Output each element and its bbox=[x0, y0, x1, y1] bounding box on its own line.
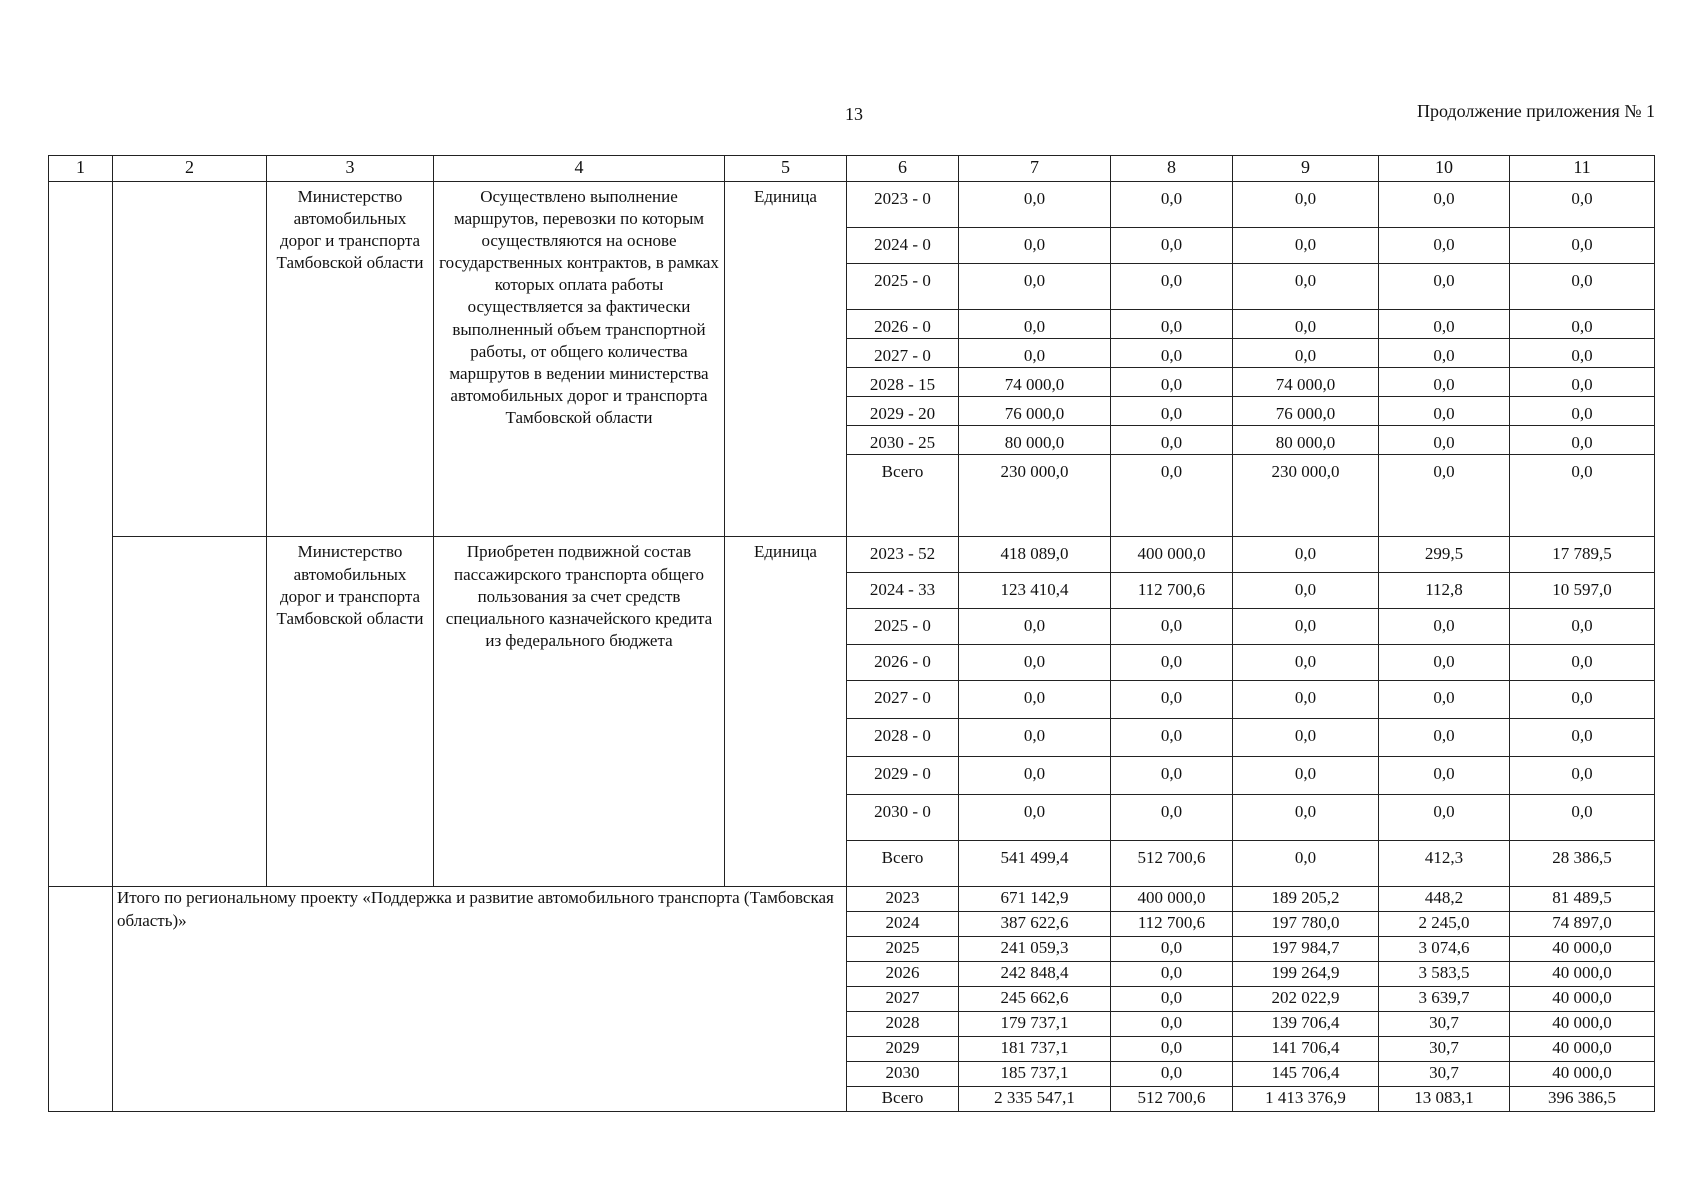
total-amount-cell: 40 000,0 bbox=[1510, 987, 1655, 1012]
col2-empty-cell bbox=[113, 537, 267, 887]
total-amount-cell: 448,2 bbox=[1379, 887, 1510, 912]
amount-cell: 0,0 bbox=[1379, 609, 1510, 645]
amount-cell: 0,0 bbox=[1510, 719, 1655, 757]
amount-cell: 0,0 bbox=[1379, 310, 1510, 339]
amount-cell: 0,0 bbox=[1111, 368, 1233, 397]
col-header: 3 bbox=[267, 156, 434, 182]
amount-cell: 0,0 bbox=[1510, 681, 1655, 719]
total-amount-cell: 145 706,4 bbox=[1233, 1062, 1379, 1087]
amount-cell: 0,0 bbox=[1111, 645, 1233, 681]
total-amount-cell: 112 700,6 bbox=[1111, 912, 1233, 937]
total-amount-cell: 0,0 bbox=[1111, 1037, 1233, 1062]
total-year-cell: 2023 bbox=[847, 887, 959, 912]
amount-cell: 0,0 bbox=[1111, 397, 1233, 426]
total-amount-cell: 13 083,1 bbox=[1379, 1087, 1510, 1112]
amount-cell: 0,0 bbox=[959, 264, 1111, 310]
year-value-cell: 2026 - 0 bbox=[847, 310, 959, 339]
total-amount-cell: 0,0 bbox=[1111, 1062, 1233, 1087]
unit-of-measure: Единица bbox=[725, 537, 847, 887]
total-amount-cell: 30,7 bbox=[1379, 1062, 1510, 1087]
appendix-continuation-label: Продолжение приложения № 1 bbox=[1416, 101, 1655, 121]
total-amount-cell: 3 583,5 bbox=[1379, 962, 1510, 987]
amount-cell: 0,0 bbox=[1233, 645, 1379, 681]
year-value-cell: 2030 - 0 bbox=[847, 795, 959, 841]
col-header: 1 bbox=[49, 156, 113, 182]
total-amount-cell: 40 000,0 bbox=[1510, 962, 1655, 987]
total-year-cell: 2028 bbox=[847, 1012, 959, 1037]
amount-cell: 512 700,6 bbox=[1111, 841, 1233, 887]
total-amount-cell: 0,0 bbox=[1111, 987, 1233, 1012]
amount-cell: 80 000,0 bbox=[1233, 426, 1379, 455]
year-value-cell: 2027 - 0 bbox=[847, 681, 959, 719]
total-amount-cell: 179 737,1 bbox=[959, 1012, 1111, 1037]
amount-cell: 0,0 bbox=[959, 795, 1111, 841]
year-value-cell: 2028 - 0 bbox=[847, 719, 959, 757]
amount-cell: 0,0 bbox=[959, 228, 1111, 264]
amount-cell: 0,0 bbox=[1510, 228, 1655, 264]
amount-cell: 230 000,0 bbox=[1233, 455, 1379, 537]
amount-cell: 0,0 bbox=[959, 609, 1111, 645]
amount-cell: 0,0 bbox=[1111, 310, 1233, 339]
amount-cell: 0,0 bbox=[1510, 795, 1655, 841]
col-header: 11 bbox=[1510, 156, 1655, 182]
unit-of-measure: Единица bbox=[725, 182, 847, 537]
amount-cell: 0,0 bbox=[1111, 426, 1233, 455]
total-amount-cell: 242 848,4 bbox=[959, 962, 1111, 987]
amount-cell: 0,0 bbox=[1111, 795, 1233, 841]
amount-cell: 0,0 bbox=[1379, 368, 1510, 397]
total-amount-cell: 202 022,9 bbox=[1233, 987, 1379, 1012]
amount-cell: 0,0 bbox=[1379, 719, 1510, 757]
amount-cell: 0,0 bbox=[959, 681, 1111, 719]
year-value-cell: 2026 - 0 bbox=[847, 645, 959, 681]
year-value-cell: 2024 - 0 bbox=[847, 228, 959, 264]
amount-cell: 80 000,0 bbox=[959, 426, 1111, 455]
amount-cell: 0,0 bbox=[1379, 645, 1510, 681]
amount-cell: 0,0 bbox=[1379, 228, 1510, 264]
col-header: 7 bbox=[959, 156, 1111, 182]
amount-cell: 0,0 bbox=[1233, 795, 1379, 841]
total-amount-cell: 30,7 bbox=[1379, 1012, 1510, 1037]
amount-cell: 0,0 bbox=[1233, 310, 1379, 339]
total-amount-cell: 241 059,3 bbox=[959, 937, 1111, 962]
year-value-cell: 2024 - 33 bbox=[847, 573, 959, 609]
amount-cell: 0,0 bbox=[1379, 455, 1510, 537]
amount-cell: 0,0 bbox=[1111, 757, 1233, 795]
page-number: 13 bbox=[845, 104, 863, 124]
amount-cell: 0,0 bbox=[1379, 339, 1510, 368]
amount-cell: 0,0 bbox=[1111, 719, 1233, 757]
amount-cell: 0,0 bbox=[1379, 757, 1510, 795]
total-amount-cell: 197 780,0 bbox=[1233, 912, 1379, 937]
amount-cell: 418 089,0 bbox=[959, 537, 1111, 573]
year-value-cell: 2025 - 0 bbox=[847, 264, 959, 310]
col-header: 9 bbox=[1233, 156, 1379, 182]
total-amount-cell: 74 897,0 bbox=[1510, 912, 1655, 937]
total-amount-cell: 181 737,1 bbox=[959, 1037, 1111, 1062]
amount-cell: 0,0 bbox=[959, 310, 1111, 339]
amount-cell: 0,0 bbox=[1510, 397, 1655, 426]
total-amount-cell: 387 622,6 bbox=[959, 912, 1111, 937]
responsible-executor: Министерство автомобильных дорог и транспорта Тамбовской области bbox=[267, 537, 434, 887]
amount-cell: 0,0 bbox=[1233, 228, 1379, 264]
amount-cell: 74 000,0 bbox=[959, 368, 1111, 397]
total-amount-cell: 141 706,4 bbox=[1233, 1037, 1379, 1062]
total-row bbox=[49, 887, 1655, 912]
year-value-cell: 2023 - 52 bbox=[847, 537, 959, 573]
result-description: Приобретен подвижной состав пассажирского транспорта общего пользования за счет средств специального казначейского кредита из федерального бюджета bbox=[434, 537, 725, 887]
year-value-cell: Всего bbox=[847, 455, 959, 537]
amount-cell: 0,0 bbox=[1510, 426, 1655, 455]
total-amount-cell: 671 142,9 bbox=[959, 887, 1111, 912]
amount-cell: 0,0 bbox=[1510, 339, 1655, 368]
amount-cell: 0,0 bbox=[1111, 455, 1233, 537]
amount-cell: 0,0 bbox=[1510, 455, 1655, 537]
total-amount-cell: 81 489,5 bbox=[1510, 887, 1655, 912]
total-year-cell: 2027 bbox=[847, 987, 959, 1012]
amount-cell: 0,0 bbox=[1111, 264, 1233, 310]
amount-cell: 0,0 bbox=[959, 757, 1111, 795]
amount-cell: 0,0 bbox=[1510, 264, 1655, 310]
year-value-cell: 2027 - 0 bbox=[847, 339, 959, 368]
amount-cell: 76 000,0 bbox=[1233, 397, 1379, 426]
amount-cell: 299,5 bbox=[1379, 537, 1510, 573]
total-title: Итого по региональному проекту «Поддержка и развитие автомобильного транспорта (Тамбовская область)» bbox=[113, 887, 847, 1112]
total-amount-cell: 0,0 bbox=[1111, 937, 1233, 962]
amount-cell: 28 386,5 bbox=[1510, 841, 1655, 887]
year-value-cell: Всего bbox=[847, 841, 959, 887]
amount-cell: 0,0 bbox=[1111, 339, 1233, 368]
total-amount-cell: 512 700,6 bbox=[1111, 1087, 1233, 1112]
total-col1-empty-cell bbox=[49, 887, 113, 1112]
amount-cell: 0,0 bbox=[959, 182, 1111, 228]
col-header: 4 bbox=[434, 156, 725, 182]
amount-cell: 0,0 bbox=[1111, 681, 1233, 719]
total-amount-cell: 30,7 bbox=[1379, 1037, 1510, 1062]
col2-empty-cell bbox=[113, 182, 267, 537]
total-amount-cell: 189 205,2 bbox=[1233, 887, 1379, 912]
amount-cell: 0,0 bbox=[1233, 719, 1379, 757]
amount-cell: 0,0 bbox=[1379, 264, 1510, 310]
amount-cell: 0,0 bbox=[1510, 609, 1655, 645]
amount-cell: 541 499,4 bbox=[959, 841, 1111, 887]
table-row bbox=[49, 537, 1655, 573]
amount-cell: 0,0 bbox=[1510, 757, 1655, 795]
total-year-cell: 2030 bbox=[847, 1062, 959, 1087]
year-value-cell: 2023 - 0 bbox=[847, 182, 959, 228]
total-year-cell: 2029 bbox=[847, 1037, 959, 1062]
year-value-cell: 2025 - 0 bbox=[847, 609, 959, 645]
col-header: 2 bbox=[113, 156, 267, 182]
total-year-cell: 2025 bbox=[847, 937, 959, 962]
amount-cell: 0,0 bbox=[1233, 339, 1379, 368]
amount-cell: 0,0 bbox=[1379, 681, 1510, 719]
amount-cell: 0,0 bbox=[959, 719, 1111, 757]
amount-cell: 0,0 bbox=[959, 645, 1111, 681]
amount-cell: 17 789,5 bbox=[1510, 537, 1655, 573]
amount-cell: 0,0 bbox=[1379, 795, 1510, 841]
total-year-cell: 2026 bbox=[847, 962, 959, 987]
total-amount-cell: 185 737,1 bbox=[959, 1062, 1111, 1087]
amount-cell: 0,0 bbox=[1379, 426, 1510, 455]
amount-cell: 10 597,0 bbox=[1510, 573, 1655, 609]
amount-cell: 0,0 bbox=[1111, 609, 1233, 645]
col-header: 5 bbox=[725, 156, 847, 182]
amount-cell: 0,0 bbox=[1233, 681, 1379, 719]
col1-empty-cell bbox=[49, 182, 113, 887]
total-year-cell: 2024 bbox=[847, 912, 959, 937]
year-value-cell: 2029 - 20 bbox=[847, 397, 959, 426]
amount-cell: 0,0 bbox=[1233, 182, 1379, 228]
amount-cell: 0,0 bbox=[1233, 757, 1379, 795]
amount-cell: 0,0 bbox=[1510, 368, 1655, 397]
amount-cell: 0,0 bbox=[1233, 609, 1379, 645]
amount-cell: 0,0 bbox=[1379, 182, 1510, 228]
amount-cell: 0,0 bbox=[1111, 182, 1233, 228]
total-amount-cell: 40 000,0 bbox=[1510, 937, 1655, 962]
amount-cell: 412,3 bbox=[1379, 841, 1510, 887]
amount-cell: 0,0 bbox=[1233, 264, 1379, 310]
amount-cell: 400 000,0 bbox=[1111, 537, 1233, 573]
amount-cell: 0,0 bbox=[1233, 573, 1379, 609]
total-amount-cell: 199 264,9 bbox=[1233, 962, 1379, 987]
table-row bbox=[49, 182, 1655, 228]
amount-cell: 0,0 bbox=[1233, 537, 1379, 573]
column-number-row bbox=[49, 156, 1655, 182]
year-value-cell: 2030 - 25 bbox=[847, 426, 959, 455]
total-amount-cell: 3 074,6 bbox=[1379, 937, 1510, 962]
total-amount-cell: 245 662,6 bbox=[959, 987, 1111, 1012]
amount-cell: 0,0 bbox=[1379, 397, 1510, 426]
col-header: 8 bbox=[1111, 156, 1233, 182]
total-amount-cell: 396 386,5 bbox=[1510, 1087, 1655, 1112]
total-amount-cell: 2 245,0 bbox=[1379, 912, 1510, 937]
financing-table bbox=[48, 155, 1655, 1112]
amount-cell: 112,8 bbox=[1379, 573, 1510, 609]
total-amount-cell: 3 639,7 bbox=[1379, 987, 1510, 1012]
amount-cell: 74 000,0 bbox=[1233, 368, 1379, 397]
total-amount-cell: 40 000,0 bbox=[1510, 1012, 1655, 1037]
total-amount-cell: 400 000,0 bbox=[1111, 887, 1233, 912]
total-amount-cell: 139 706,4 bbox=[1233, 1012, 1379, 1037]
amount-cell: 0,0 bbox=[1233, 841, 1379, 887]
amount-cell: 112 700,6 bbox=[1111, 573, 1233, 609]
col-header: 10 bbox=[1379, 156, 1510, 182]
total-year-cell: Всего bbox=[847, 1087, 959, 1112]
amount-cell: 123 410,4 bbox=[959, 573, 1111, 609]
amount-cell: 230 000,0 bbox=[959, 455, 1111, 537]
total-amount-cell: 40 000,0 bbox=[1510, 1037, 1655, 1062]
amount-cell: 0,0 bbox=[1510, 310, 1655, 339]
total-amount-cell: 2 335 547,1 bbox=[959, 1087, 1111, 1112]
col-header: 6 bbox=[847, 156, 959, 182]
responsible-executor: Министерство автомобильных дорог и транспорта Тамбовской области bbox=[267, 182, 434, 537]
total-amount-cell: 197 984,7 bbox=[1233, 937, 1379, 962]
total-amount-cell: 0,0 bbox=[1111, 1012, 1233, 1037]
result-description: Осуществлено выполнение маршрутов, перевозки по которым осуществляются на основе государственных контрактов, в рамках которых оплата работы осуществляется за фактически выполненный объем транспортной работы, от общего количества маршрутов в ведении министерства автомобильных дорог и транспорта Тамбовской области bbox=[434, 182, 725, 537]
amount-cell: 76 000,0 bbox=[959, 397, 1111, 426]
amount-cell: 0,0 bbox=[1510, 645, 1655, 681]
total-amount-cell: 1 413 376,9 bbox=[1233, 1087, 1379, 1112]
amount-cell: 0,0 bbox=[1111, 228, 1233, 264]
amount-cell: 0,0 bbox=[959, 339, 1111, 368]
year-value-cell: 2029 - 0 bbox=[847, 757, 959, 795]
year-value-cell: 2028 - 15 bbox=[847, 368, 959, 397]
total-amount-cell: 40 000,0 bbox=[1510, 1062, 1655, 1087]
total-amount-cell: 0,0 bbox=[1111, 962, 1233, 987]
amount-cell: 0,0 bbox=[1510, 182, 1655, 228]
